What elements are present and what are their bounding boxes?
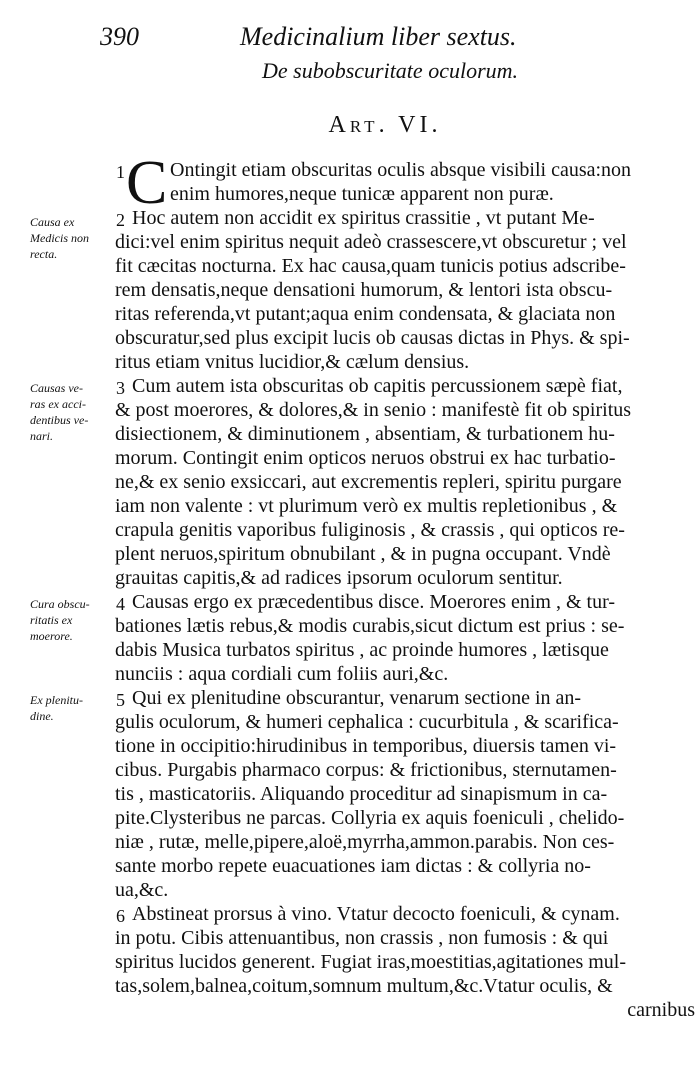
paragraph-number: 3 [116, 378, 125, 398]
text-line: spiritus lucidos generent. Fugiat iras,moestitias,agitationes mul- [115, 951, 627, 973]
margin-note-line: dentibus ve- [30, 413, 89, 427]
margin-note-line: ritatis ex [30, 613, 73, 627]
text-line: enim humores,neque tunicæ apparent non puræ. [170, 183, 554, 205]
paragraph-number: 5 [116, 690, 125, 710]
margin-note-line: ras ex acci- [30, 397, 86, 411]
margin-note-line: Ex plenitu- [30, 693, 83, 707]
margin-note [30, 214, 116, 262]
text-line: Hoc autem non accidit ex spiritus crassitie , vt putant Me- [132, 207, 595, 229]
margin-note-line: Causas ve- [30, 381, 83, 395]
margin-note-line: recta. [30, 247, 58, 261]
text-line: morum. Contingit enim opticos neruos obstrui ex hac turbatio- [115, 447, 616, 469]
section-title: De subobscuritate oculorum. [261, 58, 519, 83]
text-line: ritus etiam vnitus lucidior,& cælum densius. [115, 351, 470, 373]
text-line: tas,solem,balnea,coitum,somnum multum,&c.Vtatur oculis, & [115, 975, 613, 997]
margin-note [30, 380, 116, 444]
text-line: ritas referenda,vt putant;aqua enim condensata, & glaciata non [115, 303, 616, 325]
text-line: Ontingit etiam obscuritas oculis absque visibili causa:non [170, 159, 632, 181]
text-line: plent neruos,spiritum obnubilant , & in pugna occupant. Vndè [115, 543, 611, 565]
text-line: rem densatis,neque densationi humorum, & lentori ista obscu- [115, 279, 613, 301]
text-line: niæ , rutæ, melle,pipere,aloë,myrrha,ammon.parabis. Non ces- [115, 831, 615, 853]
text-line: tis , masticatoriis. Aliquando proceditur ad sinapismum in ca- [115, 783, 608, 805]
article-title: Art. VI. [328, 112, 442, 138]
text-line: gulis oculorum, & humeri cephalica : cucurbitula , & scarifica- [115, 711, 619, 733]
text-line: grauitas capitis,& ad radices ipsorum oculorum sentitur. [115, 567, 563, 589]
text-line: cibus. Purgabis pharmaco corpus: & frictionibus, sternutamen- [115, 759, 617, 781]
paragraph-number: 2 [116, 210, 125, 230]
running-title: Medicinalium liber sextus. [240, 22, 517, 51]
margin-note [30, 692, 116, 724]
margin-note-line: dine. [30, 709, 54, 723]
text-line: pite.Clysteribus ne parcas. Collyria ex aquis foeniculi , chelido- [115, 807, 625, 829]
text-line: ne,& ex senio exsiccari, aut excrementis repleri, spiritu purgare [115, 471, 622, 493]
text-line: Abstineat prorsus à vino. Vtatur decocto foeniculi, & cynam. [132, 903, 620, 925]
text-line: bationes lætis rebus,& modis curabis,sicut dictum est prius : se- [115, 615, 625, 637]
text-line: dici:vel enim spiritus nequit adeò crassescere,vt obscuretur ; vel [115, 231, 627, 253]
text-line: sante morbo repete euacuationes iam dictas : & collyria no- [115, 855, 591, 877]
drop-cap: C [126, 149, 168, 217]
margin-note-line: Medicis non [30, 231, 89, 245]
text-line: in potu. Cibis attenuantibus, non crassis , non fumosis : & qui [115, 927, 609, 949]
text-line: Causas ergo ex præcedentibus disce. Moerores enim , & tur- [132, 591, 615, 613]
text-line: obscuratur,sed plus excipit lucis ob causas dictas in Phys. & spi- [115, 327, 630, 349]
text-line: ua,&c. [115, 879, 169, 901]
text-line: crapula genitis vaporibus fuliginosis , & crassis , qui opticos re- [115, 519, 625, 541]
text-line: nunciis : aqua cordiali cum foliis auri,&c. [115, 663, 449, 685]
margin-note-line: moerore. [30, 629, 73, 643]
margin-note [30, 596, 116, 644]
paragraph-number: 6 [116, 906, 125, 926]
margin-note-line: Causa ex [30, 215, 75, 229]
text-line: dabis Musica turbatos spiritus , ac proinde humores , lætisque [115, 639, 609, 661]
text-line: Qui ex plenitudine obscurantur, venarum sectione in an- [132, 687, 582, 709]
text-line: tione in occipitio:hirudinibus in temporibus, diuersis tamen vi- [115, 735, 617, 757]
margin-note-line: nari. [30, 429, 54, 443]
text-line: disiectionem, & diminutionem , absentiam, & turbationem hu- [115, 423, 615, 445]
paragraph-number: 1 [116, 162, 125, 182]
text-line: Cum autem ista obscuritas ob capitis percussionem sæpè fiat, [132, 375, 623, 397]
page-number: 390 [100, 22, 139, 51]
text-line: & post moerores, & dolores,& in senio : manifestè fit ob spiritus [115, 399, 632, 421]
text-line: iam non valente : vt plurimum verò ex multis repletionibus , & [115, 495, 618, 517]
catchword: carnibus [627, 999, 695, 1021]
text-line: fit cæcitas nocturna. Ex hac causa,quam tunicis potius adscribe- [115, 255, 626, 277]
paragraph-number: 4 [116, 594, 125, 614]
margin-note-line: Cura obscu- [30, 597, 90, 611]
